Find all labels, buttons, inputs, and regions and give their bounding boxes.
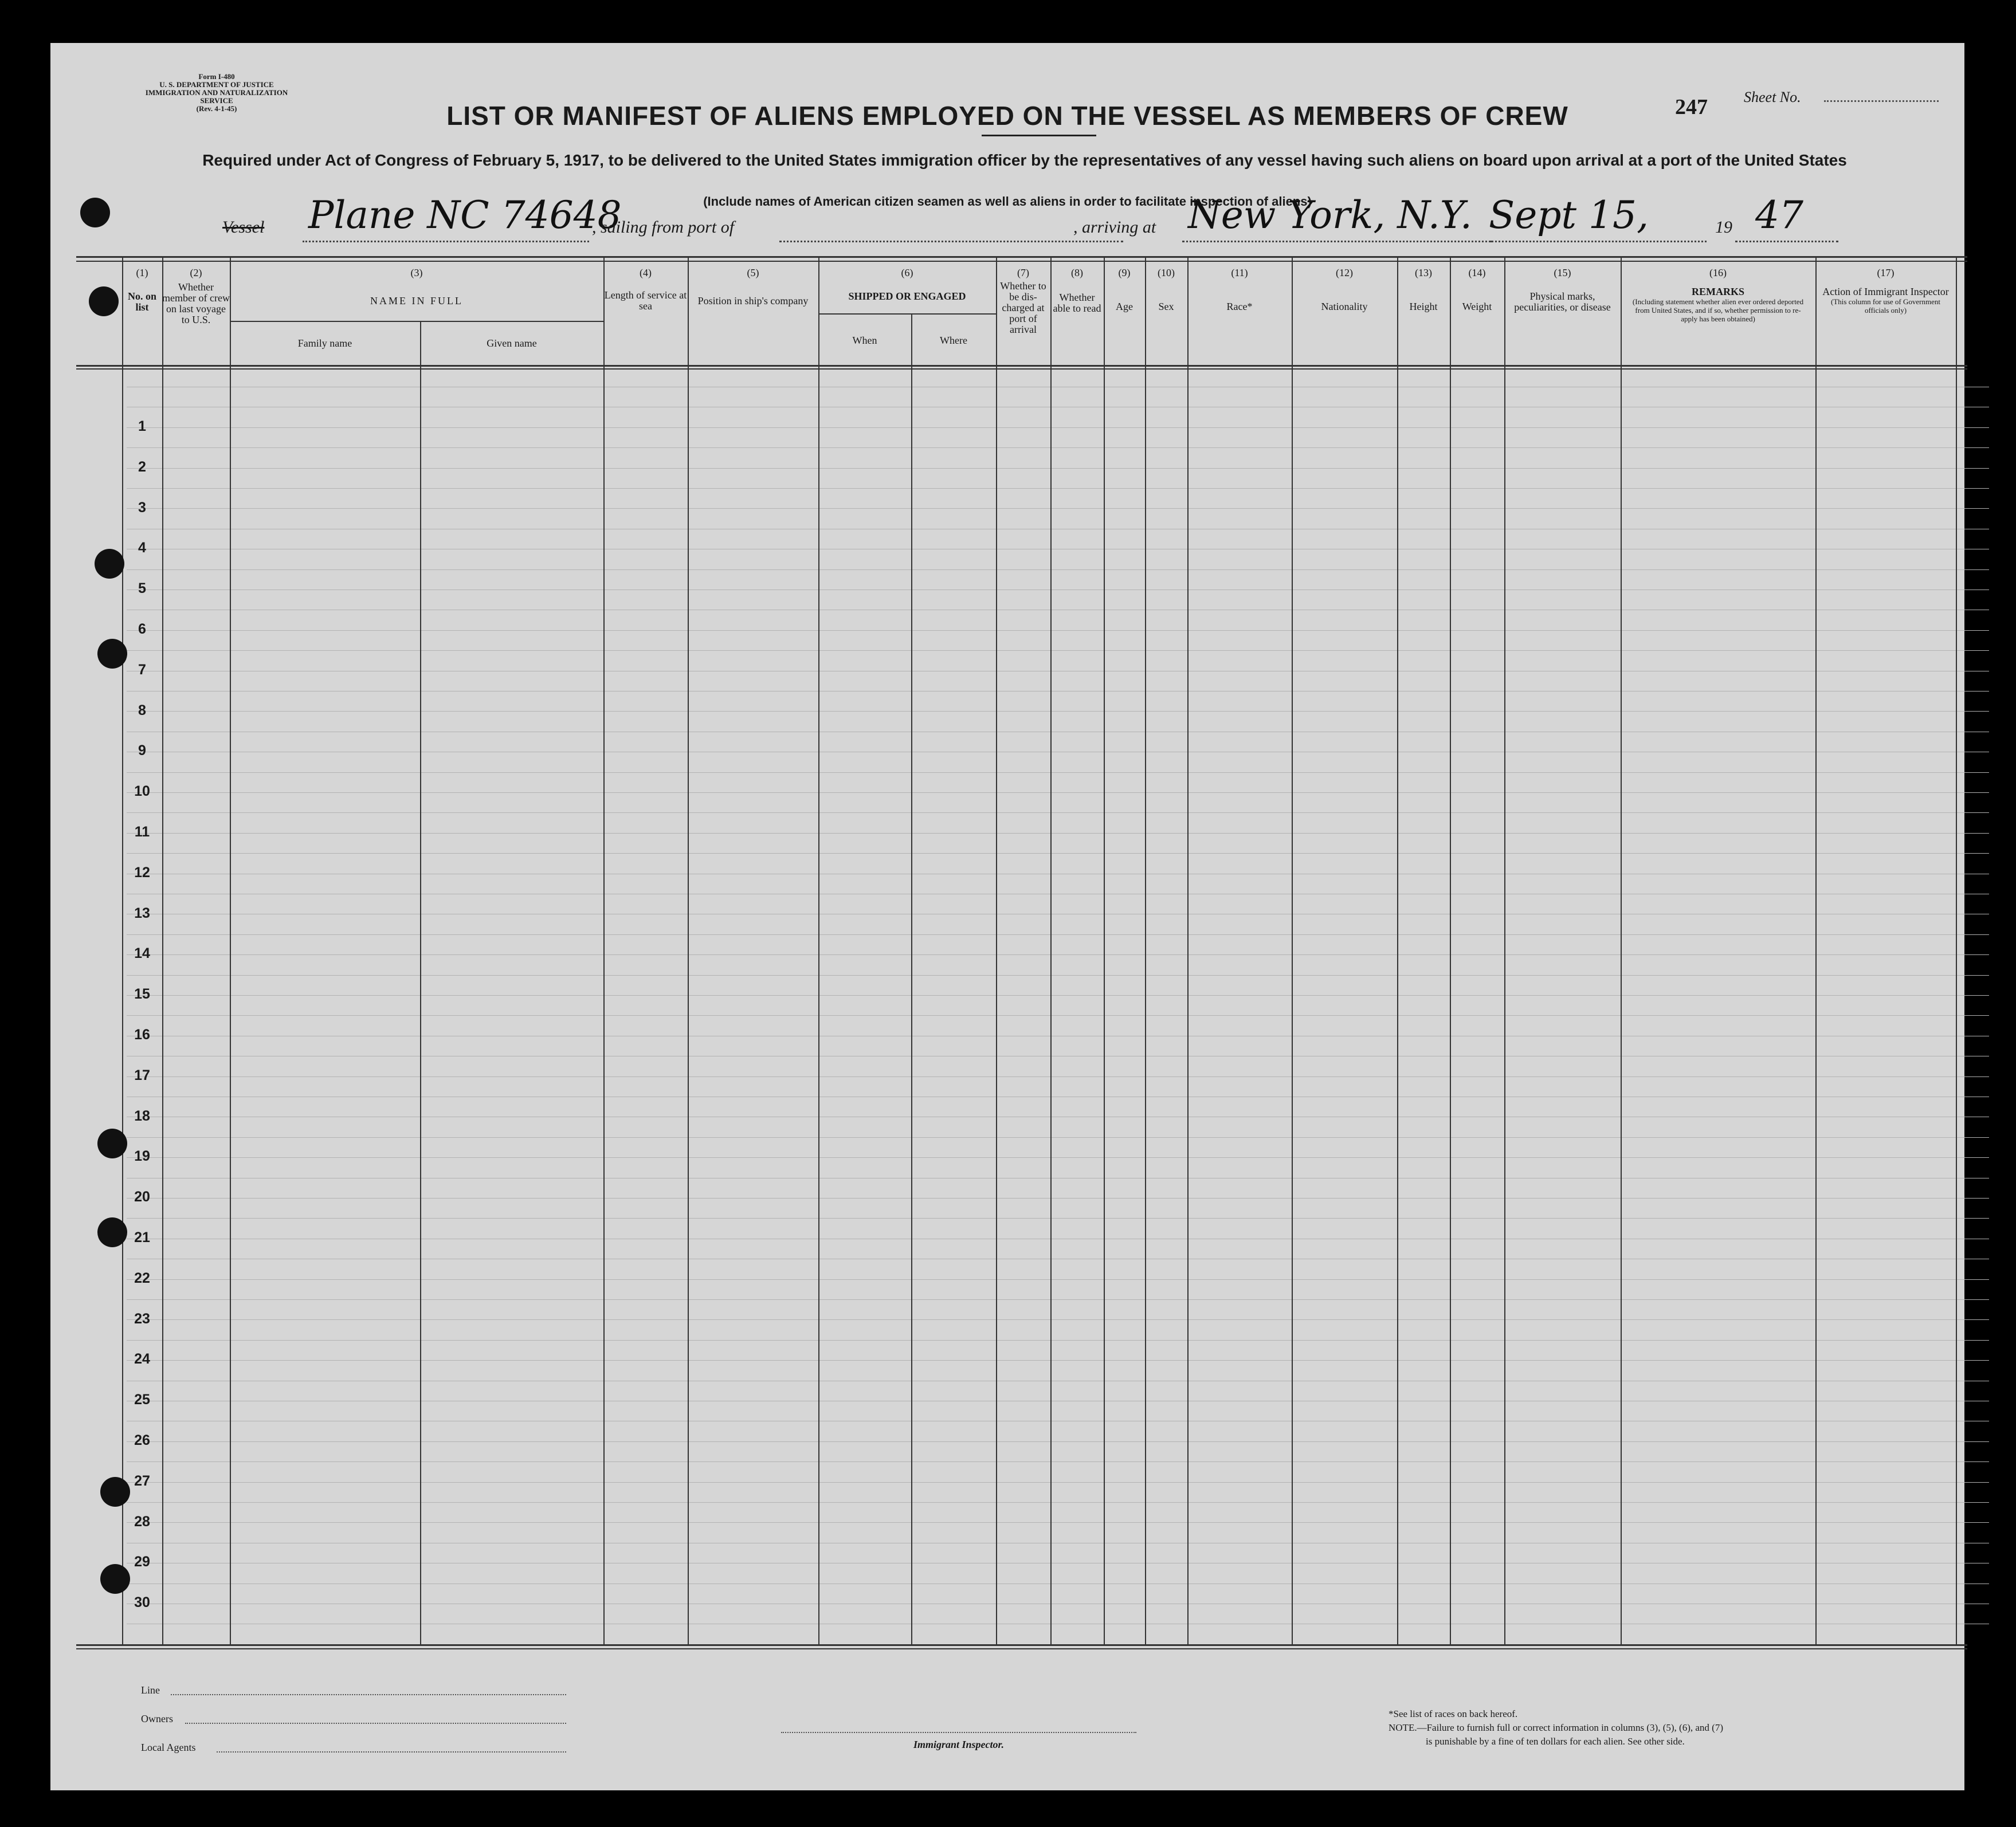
penalty-note-line1: NOTE.—Failure to furnish full or correct information in columns (3), (5), (6), and (7) [1389, 1722, 1723, 1733]
department-name: U. S. DEPARTMENT OF JUSTICE [159, 80, 274, 89]
row-number: 14 [134, 945, 150, 961]
table-bottom-border-inner [76, 1648, 1967, 1649]
row-number: 10 [134, 783, 150, 799]
col-line [603, 256, 605, 1645]
col12-label: Nationality [1321, 301, 1368, 312]
col-line [1187, 256, 1189, 1645]
row-rule [127, 792, 1989, 793]
row-rule [127, 1218, 1989, 1219]
col4-label: Length of service at sea [604, 289, 687, 312]
row-number: 7 [138, 662, 146, 678]
row-rule [127, 1076, 1989, 1077]
col-line [162, 256, 163, 1645]
col14-number: (14) [1468, 267, 1486, 278]
title-underline [982, 135, 1096, 136]
col-line [1050, 256, 1052, 1645]
col17-sublabel: (This column for use of Government officials only) [1831, 297, 1940, 315]
row-rule [127, 1157, 1989, 1158]
row-number: 9 [138, 742, 146, 759]
row-rule [127, 1461, 1989, 1462]
include-note: (Include names of American citizen seamen as well as aliens in order to facilitate inspection of aliens) [703, 194, 1312, 209]
row-number: 5 [138, 580, 146, 596]
header-bottom-border-inner [76, 368, 1967, 370]
table-top-border [76, 256, 1967, 258]
table-bottom-border [76, 1644, 1967, 1646]
row-rule [127, 1299, 1989, 1300]
row-number: 18 [134, 1108, 150, 1124]
col2-label: Whether member of crew on last voyage to U.S. [162, 281, 230, 325]
row-number: 23 [134, 1311, 150, 1327]
col-line [911, 313, 912, 1645]
row-rule [127, 995, 1989, 996]
vessel-name-handwritten: Plane NC 74648 [308, 193, 622, 237]
row-number: 22 [134, 1270, 150, 1286]
row-number: 4 [138, 540, 146, 556]
required-text: Required under Act of Congress of February 5, 1917, to be delivered to the United States immigration officer by the representatives of any vessel having such aliens on board upon arrival at a port of the United States [202, 151, 1847, 169]
vessel-label: Vessel [222, 218, 265, 237]
row-number: 29 [134, 1554, 150, 1570]
row-rule [127, 488, 1989, 489]
col17-label: Action of Immigrant Inspector [1822, 286, 1949, 297]
arrival-date-handwritten: Sept 15, [1489, 193, 1649, 237]
sheet-number-field [1824, 100, 1939, 102]
col5-number: (5) [747, 267, 759, 278]
punch-hole [80, 198, 110, 227]
row-number: 28 [134, 1514, 150, 1530]
col-line [1145, 256, 1146, 1645]
punch-hole [100, 1477, 130, 1507]
col9-label: Age [1116, 301, 1133, 312]
row-rule [127, 650, 1989, 651]
arriving-field-line [1182, 239, 1492, 242]
row-number: 13 [134, 905, 150, 921]
row-rule [127, 427, 1989, 428]
col-line [230, 256, 231, 1645]
inspector-label: Immigrant Inspector. [913, 1739, 1005, 1750]
row-rule [127, 772, 1989, 773]
family-name-header: Family name [297, 337, 352, 349]
col1-header [122, 268, 162, 313]
punch-hole [97, 1129, 127, 1158]
row-number: 27 [134, 1473, 150, 1489]
col-line [1292, 256, 1293, 1645]
col15-header [1504, 268, 1621, 313]
col8-label: Whether able to read [1053, 292, 1101, 314]
col8-header [1050, 268, 1104, 314]
col-line [688, 256, 689, 1645]
col-line [818, 256, 819, 1645]
punch-hole [89, 286, 119, 316]
col-line [1815, 256, 1817, 1645]
col16-number: (16) [1709, 267, 1727, 278]
col17-number: (17) [1877, 267, 1895, 278]
row-rule [127, 1279, 1989, 1280]
row-number: 11 [134, 824, 150, 840]
col3-label: NAME IN FULL [370, 295, 463, 307]
line-field [171, 1694, 566, 1695]
manifest-sheet [50, 43, 1964, 1790]
col10-number: (10) [1158, 267, 1175, 278]
row-rule [127, 447, 1989, 448]
owners-label: Owners [141, 1713, 173, 1724]
row-number: 15 [134, 986, 150, 1002]
col10-header [1145, 268, 1187, 312]
col13-label: Height [1409, 301, 1438, 312]
where-header: Where [940, 335, 967, 346]
local-agents-field [217, 1751, 566, 1753]
col6-header [818, 268, 996, 302]
row-number: 2 [138, 459, 146, 475]
col8-number: (8) [1071, 267, 1083, 278]
row-rule [127, 711, 1989, 712]
row-rule [127, 569, 1989, 570]
col10-label: Sex [1158, 301, 1174, 312]
col7-number: (7) [1017, 267, 1029, 278]
row-rule [127, 812, 1989, 813]
races-note: *See list of races on back hereof. [1389, 1708, 1518, 1719]
col14-header [1450, 268, 1504, 312]
row-rule [127, 468, 1989, 469]
arrival-date-field [1489, 239, 1707, 242]
row-rule [127, 1360, 1989, 1361]
row-rule [127, 1522, 1989, 1523]
col-line [1621, 256, 1622, 1645]
penalty-note-line2: is punishable by a fine of ten dollars for each alien. See other side. [1426, 1736, 1685, 1747]
punch-hole [95, 549, 124, 579]
row-number: 30 [134, 1594, 150, 1610]
inspector-signature-line [781, 1732, 1136, 1733]
owners-field [185, 1723, 566, 1724]
page-title: LIST OR MANIFEST OF ALIENS EMPLOYED ON THE VESSEL AS MEMBERS OF CREW [446, 101, 1568, 131]
sailing-port-field [779, 239, 1123, 242]
row-rule [127, 1319, 1989, 1320]
row-number: 12 [134, 865, 150, 881]
row-rule [127, 1502, 1989, 1503]
col3-header [230, 268, 603, 307]
year-handwritten: 47 [1755, 193, 1803, 237]
col-line [1104, 256, 1105, 1645]
col11-header [1187, 268, 1292, 312]
row-rule [127, 1137, 1989, 1138]
col7-header [996, 268, 1050, 335]
row-number: 26 [134, 1432, 150, 1448]
shipped-subheader-line [818, 313, 996, 315]
col13-number: (13) [1415, 267, 1432, 278]
arriving-label: , arriving at [1073, 218, 1156, 237]
col7-label: Whether to be dis-charged at port of arrival [1000, 280, 1046, 335]
row-number: 19 [134, 1148, 150, 1164]
col9-number: (9) [1118, 267, 1131, 278]
col11-label: Race* [1226, 301, 1253, 312]
row-rule [127, 1482, 1989, 1483]
name-subheader-line [230, 321, 603, 322]
col-line [1956, 256, 1957, 1645]
col15-label: Physical marks, peculiarities, or disease [1514, 290, 1611, 313]
row-number: 3 [138, 500, 146, 516]
service-name: IMMIGRATION AND NATURALIZATION SERVICE [145, 88, 288, 105]
col2-number: (2) [190, 267, 202, 278]
col15-number: (15) [1554, 267, 1571, 278]
arriving-port-handwritten: New York, N.Y. [1188, 193, 1472, 237]
row-number: 20 [134, 1189, 150, 1205]
row-rule [127, 975, 1989, 976]
row-rule [127, 934, 1989, 935]
col-line [996, 256, 997, 1645]
row-number: 6 [138, 621, 146, 637]
row-rule [127, 833, 1989, 834]
sheet-label: Sheet No. [1744, 89, 1801, 105]
row-number: 21 [134, 1229, 150, 1245]
vessel-field-line [303, 239, 589, 242]
row-rule [127, 1198, 1989, 1199]
col4-number: (4) [640, 267, 652, 278]
line-label: Line [141, 1684, 160, 1696]
col11-number: (11) [1231, 267, 1248, 278]
table-top-border-inner [76, 261, 1967, 262]
row-rule [127, 630, 1989, 631]
col14-label: Weight [1462, 301, 1492, 312]
col6-label: SHIPPED OR ENGAGED [848, 290, 966, 302]
col1-number: (1) [136, 267, 148, 278]
row-rule [127, 508, 1989, 509]
col-line [1450, 256, 1451, 1645]
year-prefix: 19 [1715, 218, 1732, 237]
col3-number: (3) [410, 267, 423, 278]
local-agents-label: Local Agents [141, 1742, 196, 1753]
when-header: When [852, 335, 877, 346]
form-number: Form I-480 [198, 72, 235, 81]
header-bottom-border [76, 365, 1967, 367]
row-rule [127, 954, 1989, 955]
col16-header [1621, 268, 1815, 323]
col13-header [1397, 268, 1450, 312]
row-number: 25 [134, 1392, 150, 1408]
year-field-line [1735, 239, 1838, 242]
col-line [1397, 256, 1398, 1645]
stamp-number: 247 [1675, 95, 1708, 119]
given-name-header: Given name [487, 337, 537, 349]
col9-header [1104, 268, 1145, 312]
row-number: 1 [138, 418, 146, 434]
punch-hole [97, 639, 127, 669]
row-number: 17 [134, 1067, 150, 1083]
col6-number: (6) [901, 267, 913, 278]
col-line [1504, 256, 1505, 1645]
row-rule [127, 853, 1989, 854]
col12-header [1292, 268, 1397, 312]
col1-label: No. on list [127, 290, 156, 313]
col17-header [1815, 268, 1956, 315]
col4-header [603, 268, 688, 312]
col5-header [688, 268, 818, 307]
punch-hole [100, 1564, 130, 1594]
col5-label: Position in ship's company [697, 295, 809, 307]
row-number: 24 [134, 1351, 150, 1367]
col16-label: REMARKS [1691, 286, 1744, 297]
row-rule [127, 1340, 1989, 1341]
sailing-label: , sailing from port of [592, 218, 735, 237]
col16-sublabel: (Including statement whether alien ever ordered deported from United States, and if so, whether permission to re-apply has been obtained) [1632, 297, 1804, 323]
revision-date: (Rev. 4-1-45) [196, 104, 237, 113]
row-number: 16 [134, 1027, 150, 1043]
punch-hole [97, 1217, 127, 1247]
row-rule [127, 1441, 1989, 1442]
col2-header [162, 268, 230, 325]
row-rule [127, 1015, 1989, 1016]
col12-number: (12) [1336, 267, 1353, 278]
col-line [420, 321, 421, 1645]
row-number: 8 [138, 702, 146, 718]
